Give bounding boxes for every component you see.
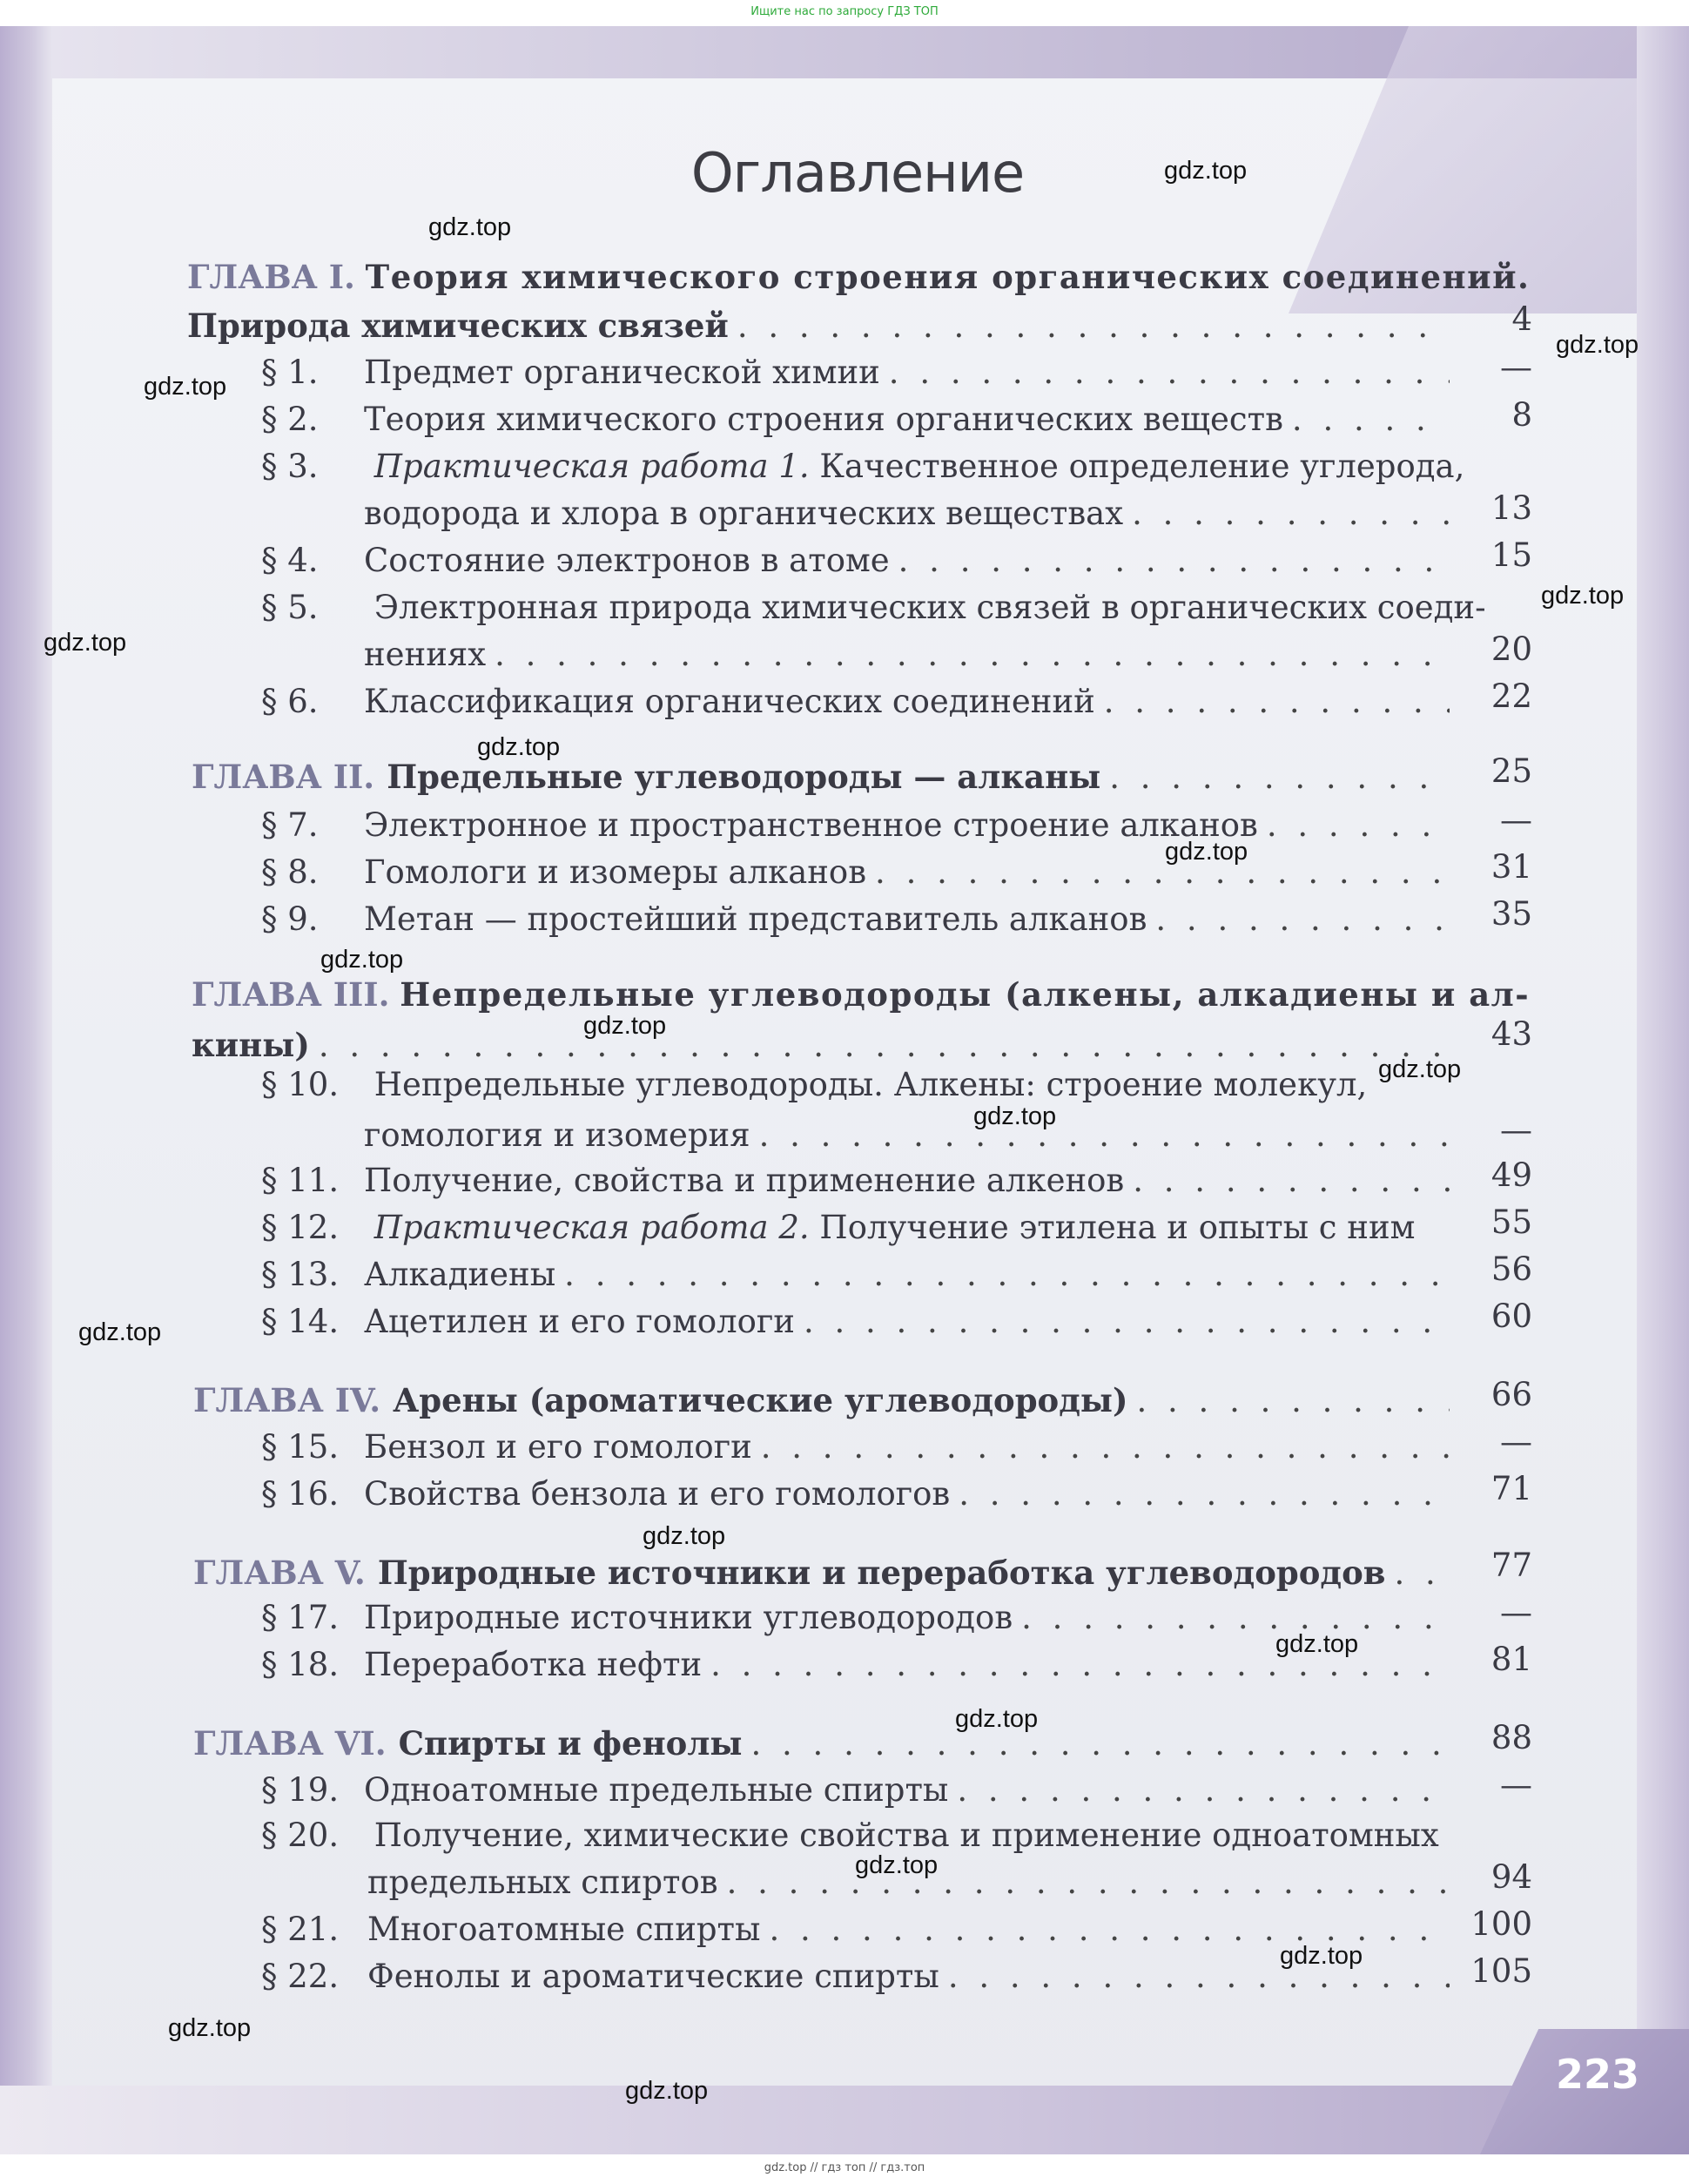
leader-dots [875,853,1450,891]
page-ref: — [1500,1423,1532,1460]
section-number: § 9. [261,900,319,938]
section-title: Состояние электронов в атоме [364,542,890,579]
watermark: gdz.top [1164,157,1248,185]
page-ref: — [1500,1111,1532,1149]
section-3-line2[interactable] [364,495,1458,538]
section-italic-title: Практическая работа 2. [373,1209,810,1246]
page-ref: 88 [1490,1719,1532,1756]
chapter-title-cont: Природа химических связей [187,307,729,345]
section-title: Фенолы и ароматические спирты [367,1958,939,1995]
page-ref: 4 [1511,300,1532,338]
page-ref: 81 [1490,1641,1532,1678]
section-number: § 2. [261,401,319,438]
watermark: gdz.top [625,2077,709,2105]
section-6[interactable] [261,683,1458,726]
leader-dots [1137,1382,1450,1419]
section-number: § 15. [261,1428,340,1466]
chapter-title: Предельные углеводороды — алканы [387,758,1101,796]
page-ref: — [1500,348,1532,386]
chapter-3-line1[interactable] [192,975,1530,1014]
section-number: § 13. [261,1256,340,1293]
leader-dots [761,1428,1450,1466]
watermark: gdz.top [144,373,227,401]
section-10-line1[interactable] [261,1066,1367,1103]
leader-dots [948,1958,1450,1995]
section-11[interactable] [261,1162,1458,1205]
watermark: gdz.top [78,1318,162,1346]
chapter-label: ГЛАВА V. [193,1554,366,1592]
section-number: § 14. [261,1303,340,1340]
section-2[interactable] [261,401,1458,444]
page-ref: 31 [1490,848,1532,886]
page-ref: 56 [1490,1250,1532,1288]
watermark: gdz.top [973,1102,1057,1130]
section-15[interactable] [261,1428,1458,1472]
section-1[interactable] [261,354,1458,397]
page-ref: 15 [1490,536,1532,574]
leader-dots [751,1725,1450,1763]
page-title: Оглавление [690,141,1025,205]
section-5-line1[interactable] [261,589,1486,626]
chapter-title: Арены (ароматические углеводороды) [393,1381,1128,1419]
leader-dots [564,1256,1450,1293]
page-ref: 100 [1470,1905,1532,1943]
leader-dots [759,1116,1450,1154]
section-title: Электронная природа химических связей в органических соеди- [373,589,1486,626]
section-title: Непредельные углеводороды. Алкены: строение молекул, [373,1066,1368,1103]
section-number: § 20. [261,1817,340,1854]
leader-dots [495,636,1450,673]
section-title: Многоатомные спирты [367,1911,761,1948]
page-ref: 77 [1490,1547,1532,1584]
section-12[interactable] [261,1209,1415,1246]
chapter-title: Теория химического строения органических соединений. [365,258,1531,296]
section-22[interactable] [261,1958,1458,2001]
leader-dots [1394,1554,1450,1592]
leader-dots [959,1475,1450,1513]
section-number: § 21. [261,1911,340,1948]
section-16[interactable] [261,1475,1458,1519]
section-title: Бензол и его гомологи [364,1428,752,1466]
section-13[interactable] [261,1256,1458,1299]
page-ref: 94 [1490,1858,1532,1896]
section-number: § 12. [261,1209,340,1246]
section-italic-title: Практическая работа 1. [373,448,810,485]
page-ref: 55 [1490,1203,1532,1241]
page-ref: 60 [1490,1298,1532,1335]
section-10-line2[interactable] [364,1116,1458,1160]
watermark: gdz.top [855,1851,939,1879]
section-number: § 19. [261,1771,340,1809]
watermark: gdz.top [320,946,404,974]
section-3-line1[interactable] [261,448,1464,485]
page-ref: 8 [1511,396,1532,434]
section-title-cont: гомология и изомерия [364,1116,750,1154]
leader-dots [737,307,1450,345]
section-title-cont: предельных спиртов [367,1864,718,1901]
section-5-line2[interactable] [364,636,1458,679]
section-20-line1[interactable] [261,1817,1439,1854]
section-number: § 3. [261,448,319,485]
chapter-title: Непредельные углеводороды (алкены, алкадиены и ал- [400,975,1531,1014]
watermark: gdz.top [1378,1055,1462,1083]
watermark: gdz.top [1280,1942,1363,1970]
page-ref: 105 [1470,1952,1532,1990]
leader-dots [889,354,1450,391]
section-19[interactable] [261,1771,1458,1815]
page-ref: 13 [1490,489,1532,527]
section-number: § 5. [261,589,319,626]
watermark: gdz.top [428,213,512,241]
page-ref: — [1500,1766,1532,1803]
page-ref: 25 [1490,752,1532,790]
leader-dots [957,1771,1450,1809]
section-number: § 8. [261,853,319,891]
watermark: gdz.top [1556,331,1639,359]
leader-dots [1155,900,1450,938]
leader-dots [1133,1162,1450,1199]
page-ref: 49 [1490,1156,1532,1194]
chapter-title: Спирты и фенолы [398,1724,743,1763]
section-title: Одноатомные предельные спирты [364,1771,949,1809]
section-number: § 17. [261,1599,340,1636]
page-ref: 20 [1490,630,1532,668]
leader-dots [1267,806,1450,844]
section-21[interactable] [261,1911,1458,1954]
section-number: § 7. [261,806,319,844]
watermark: gdz.top [168,2014,252,2042]
section-title: Переработка нефти [364,1646,703,1683]
section-title: Теория химического строения органических веществ [364,401,1283,438]
page-number: 223 [1555,2051,1640,2098]
watermark: gdz.top [477,733,561,761]
leader-dots [1132,495,1450,532]
section-title: Получение, свойства и применение алкенов [364,1162,1125,1199]
chapter-6[interactable] [193,1724,1458,1768]
leader-dots [1021,1599,1450,1636]
section-title: Свойства бензола и его гомологов [364,1475,951,1513]
chapter-1-line2[interactable] [187,307,1458,350]
chapter-label: ГЛАВА III. [192,975,390,1014]
bottom-banner[interactable]: gdz.top // гдз топ // гдз.топ [764,2161,925,2174]
section-number: § 11. [261,1162,340,1199]
chapter-1-line1[interactable] [187,258,1530,296]
watermark: gdz.top [44,629,127,657]
section-title-cont: водорода и хлора в органических веществах [364,495,1124,532]
chapter-label: ГЛАВА IV. [193,1381,381,1419]
leader-dots [1104,683,1450,720]
section-number: § 1. [261,354,319,391]
page-ref: 71 [1490,1470,1532,1507]
section-number: § 16. [261,1475,340,1513]
section-7[interactable] [261,806,1458,850]
section-title: Природные источники углеводородов [364,1599,1013,1636]
section-number: § 6. [261,683,319,720]
page-ref: 35 [1490,895,1532,933]
watermark: gdz.top [955,1705,1039,1733]
section-title: Предмет органической химии [364,354,880,391]
page-ref: — [1500,801,1532,839]
section-title: Классификация органических соединений [364,683,1095,720]
chapter-title: Природные источники и переработка углеводородов [377,1554,1386,1592]
section-9[interactable] [261,900,1458,944]
page-ref: — [1500,1594,1532,1631]
section-title: Алкадиены [364,1256,556,1293]
watermark: gdz.top [1165,838,1248,866]
section-title: Получение, химические свойства и применение одноатомных [373,1817,1439,1854]
section-title: Ацетилен и его гомологи [364,1303,795,1340]
section-title-cont: нениях [364,636,487,673]
section-4[interactable] [261,542,1458,585]
leader-dots [898,542,1450,579]
chapter-label: ГЛАВА VI. [193,1724,387,1763]
leader-dots [1109,758,1450,796]
watermark: gdz.top [1275,1630,1359,1658]
leader-dots [727,1864,1450,1901]
chapter-title-cont: кины) [192,1026,310,1064]
section-title: Метан — простейший представитель алканов [364,900,1147,938]
leader-dots [319,1027,1450,1064]
watermark: gdz.top [1541,582,1625,610]
section-number: § 22. [261,1958,340,1995]
page-ref: 43 [1490,1015,1532,1053]
page-ref: 66 [1490,1376,1532,1413]
section-number: § 4. [261,542,319,579]
chapter-label: ГЛАВА I. [187,258,355,296]
leader-dots [1292,401,1450,438]
section-title: Гомологи и изомеры алканов [364,853,867,891]
chapter-5[interactable] [193,1554,1458,1597]
chapter-2[interactable] [192,758,1458,801]
top-banner[interactable]: Ищите нас по запросу ГДЗ ТОП [750,5,939,18]
section-number: § 10. [261,1066,340,1103]
leader-dots [804,1303,1450,1340]
section-title: Электронное и пространственное строение алканов [364,806,1258,844]
chapter-label: ГЛАВА II. [192,758,375,796]
section-title: Получение этилена и опыты с ним [819,1209,1416,1246]
chapter-3-line2[interactable] [192,1026,1458,1069]
watermark: gdz.top [583,1012,667,1040]
section-8[interactable] [261,853,1458,897]
section-title: Качественное определение углерода, [819,448,1465,485]
section-number: § 18. [261,1646,340,1683]
page-ref: 22 [1490,677,1532,715]
watermark: gdz.top [643,1522,726,1550]
chapter-4[interactable] [193,1381,1458,1425]
section-14[interactable] [261,1303,1458,1346]
